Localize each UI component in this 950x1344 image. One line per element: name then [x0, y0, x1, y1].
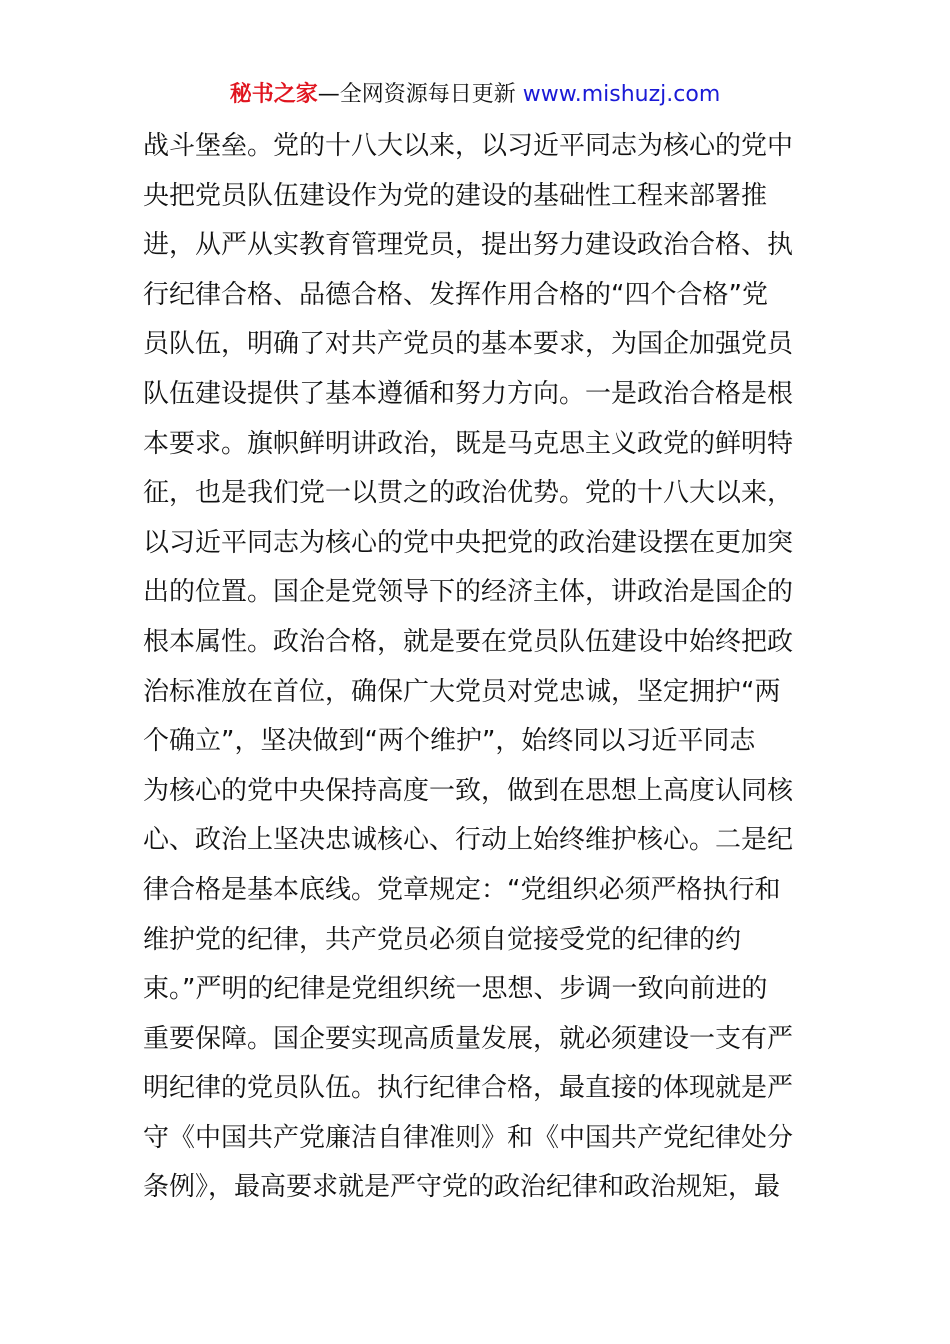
text-line: 进，从严从实教育管理党员，提出努力建设政治合格、执 — [143, 230, 794, 261]
text-line: 守《中国共产党廉洁自律准则》和《中国共产党纪律处分 — [143, 1122, 794, 1153]
text-line: 根本属性。政治合格，就是要在党员队伍建设中始终把政 — [143, 626, 794, 657]
text-line: 束。”严明的纪律是党组织统一思想、步调一致向前进的 — [143, 974, 768, 1005]
text-line: 心、政治上坚决忠诚核心、行动上始终维护核心。二是纪 — [143, 825, 794, 856]
header-tagline: —全网资源每日更新 — [317, 82, 523, 107]
text-line: 本要求。旗帜鲜明讲政治，既是马克思主义政党的鲜明特 — [143, 428, 794, 459]
text-line: 个确立”，坚决做到“两个维护”，始终同以习近平同志 — [143, 726, 756, 757]
text-line: 队伍建设提供了基本遵循和努力方向。一是政治合格是根 — [143, 378, 794, 409]
text-line: 出的位置。国企是党领导下的经济主体，讲政治是国企的 — [143, 577, 794, 608]
text-line: 律合格是基本底线。党章规定：“党组织必须严格执行和 — [143, 874, 781, 905]
text-line: 征，也是我们党一以贯之的政治优势。党的十八大以来， — [143, 478, 794, 509]
page-header — [0, 78, 950, 112]
header-url-link[interactable]: www.mishuzj.com — [522, 82, 721, 107]
document-body — [143, 122, 808, 1213]
text-line: 为核心的党中央保持高度一致，做到在思想上高度认同核 — [143, 775, 794, 806]
text-line: 维护党的纪律，共产党员必须自觉接受党的纪律的约 — [143, 924, 742, 955]
text-line: 行纪律合格、品德合格、发挥作用合格的“四个合格”党 — [143, 279, 768, 310]
text-line: 条例》，最高要求就是严守党的政治纪律和政治规矩，最 — [143, 1172, 781, 1203]
text-line: 重要保障。国企要实现高质量发展，就必须建设一支有严 — [143, 1023, 794, 1054]
text-line: 以习近平同志为核心的党中央把党的政治建设摆在更加突 — [143, 527, 794, 558]
text-line: 治标准放在首位，确保广大党员对党忠诚，坚定拥护“两 — [143, 676, 781, 707]
text-line: 明纪律的党员队伍。执行纪律合格，最直接的体现就是严 — [143, 1073, 794, 1104]
text-line: 员队伍，明确了对共产党员的基本要求，为国企加强党员 — [143, 329, 794, 360]
header-brand: 秘书之家 — [229, 82, 318, 107]
text-line: 央把党员队伍建设作为党的建设的基础性工程来部署推 — [143, 180, 768, 211]
text-line: 战斗堡垒。党的十八大以来，以习近平同志为核心的党中 — [143, 131, 794, 161]
